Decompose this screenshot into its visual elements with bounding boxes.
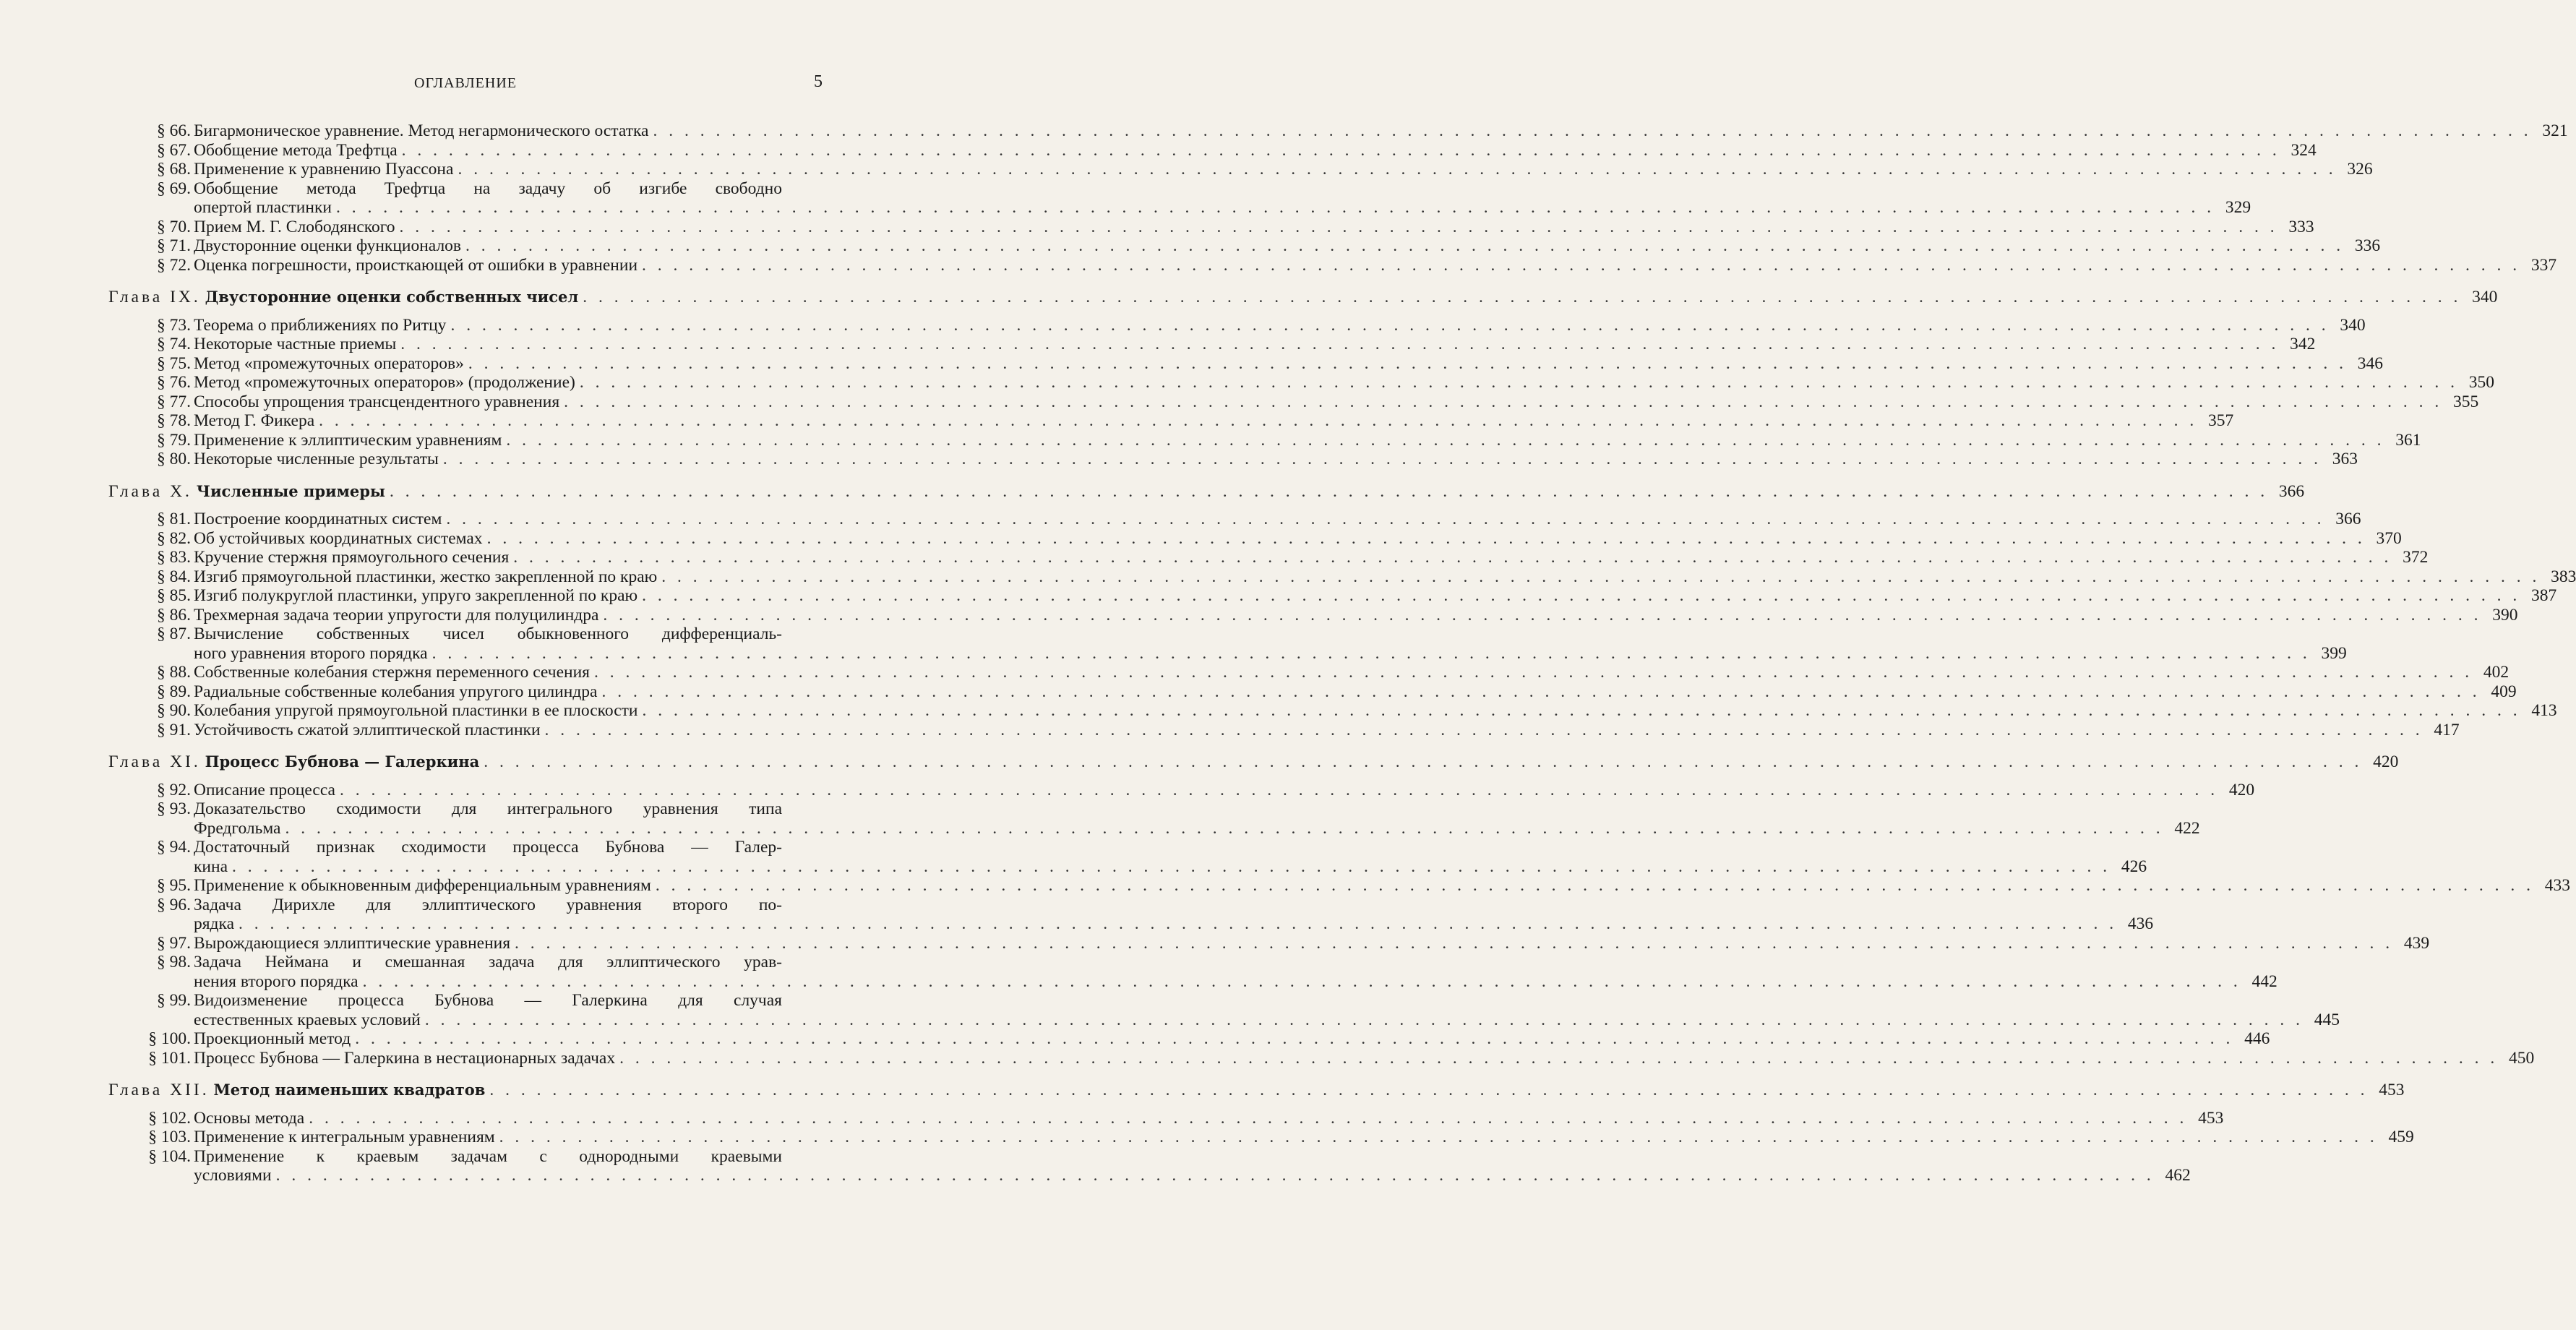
- dot-leader: . . . . . . . . . . . . . . . . . . . . . . . . . . . . . . . . . . . . . . . . . . . . . . . . . . . . . . . . . . . . . . . . . . . . . . . . . . . . . . . . . . . . . . . . . . . . . . . . . . . . . . . . . . . . . . . . . . . . . . . .: [486, 528, 2366, 548]
- dot-leader: . . . . . . . . . . . . . . . . . . . . . . . . . . . . . . . . . . . . . . . . . . . . . . . . . . . . . . . . . . . . . . . . . . . . . . . . . . . . . . . . . . . . . . . . . . . . . . . . . . . . . . . . . . . . . . . . . . . . . . . .: [642, 255, 2521, 275]
- section-title: Построение координатных систем: [194, 510, 442, 528]
- section-title: Применение к эллиптическим уравнениям: [194, 430, 502, 450]
- section-number: § 76.: [157, 373, 191, 392]
- section-title: Применение к интегральным уравнениям: [194, 1128, 495, 1146]
- section-title: Прием М. Г. Слободянского: [194, 217, 395, 236]
- toc-section: [108, 315, 2366, 335]
- running-title: ОГЛАВЛЕНИЕ: [414, 75, 517, 91]
- section-title: Кручение стержня прямоугольного сечения: [194, 548, 510, 567]
- section-title: Теорема о приближениях по Ритцу: [194, 315, 447, 335]
- section-title: естественных краевых условий: [194, 1010, 421, 1029]
- toc-section: [108, 353, 2383, 374]
- section-number: § 80.: [157, 450, 191, 468]
- chapter-title: Двусторонние оценки собственных чисел: [205, 288, 579, 306]
- section-number: § 104.: [148, 1146, 191, 1166]
- section-title-last-line: [194, 720, 2460, 740]
- section-number: § 86.: [157, 605, 191, 625]
- section-title-last-line: [194, 586, 2557, 606]
- dot-leader: . . . . . . . . . . . . . . . . . . . . . . . . . . . . . . . . . . . . . . . . . . . . . . . . . . . . . . . . . . . . . . . . . . . . . . . . . . . . . . . . . . . . . . . . . . . . . . . . . . . . . . . . . . . . . . . . . . . . . . . .: [513, 548, 2392, 567]
- section-title-last-line: [194, 528, 2402, 549]
- section-title: Радиальные собственные колебания упругого цилиндра: [194, 682, 598, 701]
- toc-page-number: 340: [2340, 315, 2366, 335]
- section-number: § 96.: [157, 895, 191, 914]
- section-number: § 78.: [157, 411, 191, 430]
- section-title: Метод Г. Фикера: [194, 411, 315, 430]
- dot-leader: . . . . . . . . . . . . . . . . . . . . . . . . . . . . . . . . . . . . . . . . . . . . . . . . . . . . . . . . . . . . . . . . . . . . . . . . . . . . . . . . . . . . . . . . . . . . . . . . . . . . . . . . . . . . . . . . . . . . . . . .: [239, 914, 2118, 933]
- section-number: § 73.: [157, 315, 191, 335]
- section-title: нения второго порядка: [194, 971, 359, 991]
- dot-leader: . . . . . . . . . . . . . . . . . . . . . . . . . . . . . . . . . . . . . . . . . . . . . . . . . . . . . . . . . . . . . . . . . . . . . . . . . . . . . . . . . . . . . . . . . . . . . . . . . . . . . . . . . . . . . . . . . . . . . . . .: [642, 586, 2521, 605]
- section-title: Применение к обыкновенным дифференциальным уравнениям: [194, 876, 651, 895]
- section-title: Фредгольма: [194, 818, 281, 838]
- section-title: Метод «промежуточных операторов» (продолжение): [194, 373, 575, 392]
- section-title: Способы упрощения трансцендентного уравнения: [194, 392, 560, 411]
- toc-section: [108, 838, 2147, 876]
- toc-page-number: 399: [2321, 643, 2347, 663]
- section-title-line: Вычисление собственных чисел обыкновенного дифференциаль-: [194, 625, 782, 643]
- section-title: Оценка погрешности, происткающей от ошибки в уравнении: [194, 255, 638, 275]
- toc-page-number: 462: [2165, 1166, 2191, 1185]
- section-number: § 99.: [157, 991, 191, 1010]
- section-title-last-line: [194, 1029, 2270, 1049]
- toc-section: [108, 392, 2479, 412]
- toc-page-number: 342: [2290, 335, 2316, 353]
- section-number: § 67.: [157, 140, 191, 160]
- dot-leader: . . . . . . . . . . . . . . . . . . . . . . . . . . . . . . . . . . . . . . . . . . . . . . . . . . . . . . . . . . . . . . . . . . . . . . . . . . . . . . . . . . . . . . . . . . . . . . . . . . . . . . . . . . . . . . . . . . . . . . . .: [484, 752, 2363, 771]
- toc-chapter-line: [108, 752, 2399, 772]
- toc-section: [108, 335, 2316, 354]
- toc-page-number: 321: [2542, 121, 2568, 140]
- dot-leader: . . . . . . . . . . . . . . . . . . . . . . . . . . . . . . . . . . . . . . . . . . . . . . . . . . . . . . . . . . . . . . . . . . . . . . . . . . . . . . . . . . . . . . . . . . . . . . . . . . . . . . . . . . . . . . . . . . . . . . . .: [593, 663, 2473, 682]
- section-title-last-line: [194, 682, 2517, 702]
- toc-page-number: 453: [2198, 1108, 2224, 1128]
- toc-page-number: 370: [2376, 528, 2402, 548]
- toc-section: [108, 625, 2347, 663]
- section-number: § 81.: [157, 510, 191, 528]
- toc-page-number: 366: [2278, 481, 2305, 501]
- toc-page-number: 402: [2483, 663, 2510, 682]
- section-title: Описание процесса: [194, 780, 335, 799]
- section-title: Бигармоническое уравнение. Метод негармонического остатка: [194, 121, 649, 140]
- section-number: § 74.: [157, 335, 191, 353]
- section-title-last-line: [194, 567, 2576, 587]
- toc-page-number: 333: [2288, 217, 2314, 236]
- toc-page-number: 387: [2530, 586, 2557, 605]
- toc-page-number: 445: [2314, 1010, 2340, 1029]
- dot-leader: . . . . . . . . . . . . . . . . . . . . . . . . . . . . . . . . . . . . . . . . . . . . . . . . . . . . . . . . . . . . . . . . . . . . . . . . . . . . . . . . . . . . . . . . . . . . . . . . . . . . . . . . . . . . . . . . . . . . . . . .: [401, 140, 2280, 160]
- section-title: Основы метода: [194, 1108, 305, 1128]
- section-title: Двусторонние оценки функционалов: [194, 236, 462, 255]
- dot-leader: . . . . . . . . . . . . . . . . . . . . . . . . . . . . . . . . . . . . . . . . . . . . . . . . . . . . . . . . . . . . . . . . . . . . . . . . . . . . . . . . . . . . . . . . . . . . . . . . . . . . . . . . . . . . . . . . . . . . . . . .: [579, 373, 2458, 392]
- section-title-last-line: [194, 198, 2251, 218]
- dot-leader: . . . . . . . . . . . . . . . . . . . . . . . . . . . . . . . . . . . . . . . . . . . . . . . . . . . . . . . . . . . . . . . . . . . . . . . . . . . . . . . . . . . . . . . . . . . . . . . . . . . . . . . . . . . . . . . . . . . . . . . .: [446, 510, 2325, 528]
- section-title-last-line: [194, 971, 2277, 992]
- section-number: § 95.: [157, 876, 191, 895]
- section-title-line: Видоизменение процесса Бубнова — Галеркина для случая: [194, 991, 782, 1010]
- section-number: § 75.: [157, 353, 191, 373]
- section-title: Изгиб полукруглой пластинки, упруго закрепленной по краю: [194, 586, 638, 605]
- toc-page-number: 442: [2251, 971, 2277, 991]
- section-title-last-line: [194, 780, 2255, 800]
- toc-page-number: 390: [2492, 605, 2518, 625]
- section-number: § 70.: [157, 217, 191, 236]
- toc-page-number: 361: [2395, 430, 2421, 450]
- dot-leader: . . . . . . . . . . . . . . . . . . . . . . . . . . . . . . . . . . . . . . . . . . . . . . . . . . . . . . . . . . . . . . . . . . . . . . . . . . . . . . . . . . . . . . . . . . . . . . . . . . . . . . . . . . . . . . . . . . . . . . . .: [424, 1010, 2304, 1029]
- toc-section: [108, 121, 2568, 141]
- toc-section: [108, 682, 2517, 702]
- toc-section: [108, 1108, 2224, 1128]
- toc-page-number: 363: [2332, 450, 2358, 468]
- section-number: § 84.: [157, 567, 191, 586]
- section-title: Об устойчивых координатных системах: [194, 528, 483, 548]
- section-title-last-line: [194, 392, 2479, 412]
- toc-page-number: 346: [2357, 353, 2383, 373]
- section-title-last-line: [194, 1128, 2414, 1147]
- section-number: § 103.: [148, 1128, 191, 1146]
- dot-leader: . . . . . . . . . . . . . . . . . . . . . . . . . . . . . . . . . . . . . . . . . . . . . . . . . . . . . . . . . . . . . . . . . . . . . . . . . . . . . . . . . . . . . . . . . . . . . . . . . . . . . . . . . . . . . . . . . . . . . . . .: [450, 315, 2330, 335]
- section-number: § 71.: [157, 236, 191, 255]
- toc-section: [108, 373, 2494, 392]
- toc-page-number: 340: [2472, 288, 2498, 306]
- dot-leader: . . . . . . . . . . . . . . . . . . . . . . . . . . . . . . . . . . . . . . . . . . . . . . . . . . . . . . . . . . . . . . . . . . . . . . . . . . . . . . . . . . . . . . . . . . . . . . . . . . . . . . . . . . . . . . . . . . . . . . . .: [355, 1029, 2234, 1048]
- toc-page-number: 413: [2531, 701, 2557, 720]
- dot-leader: . . . . . . . . . . . . . . . . . . . . . . . . . . . . . . . . . . . . . . . . . . . . . . . . . . . . . . . . . . . . . . . . . . . . . . . . . . . . . . . . . . . . . . . . . . . . . . . . . . . . . . . . . . . . . . . . . . . . . . . .: [335, 198, 2215, 217]
- toc-section: [108, 217, 2314, 237]
- section-title: ного уравнения второго порядка: [194, 643, 428, 663]
- section-title-last-line: [194, 450, 2358, 469]
- toc-section: [108, 140, 2317, 160]
- toc-chapter: [108, 752, 2399, 772]
- toc-page-number: 337: [2530, 255, 2557, 275]
- section-number: § 79.: [157, 430, 191, 450]
- section-title: Устойчивость сжатой эллиптической пластинки: [194, 720, 541, 739]
- toc-section: [108, 179, 2251, 218]
- dot-leader: . . . . . . . . . . . . . . . . . . . . . . . . . . . . . . . . . . . . . . . . . . . . . . . . . . . . . . . . . . . . . . . . . . . . . . . . . . . . . . . . . . . . . . . . . . . . . . . . . . . . . . . . . . . . . . . . . . . . . . . .: [400, 335, 2280, 353]
- toc-chapter-line: [108, 288, 2498, 307]
- section-title-last-line: [194, 663, 2510, 682]
- section-title: Колебания упругой прямоугольной пластинки в ее плоскости: [194, 701, 638, 720]
- dot-leader: . . . . . . . . . . . . . . . . . . . . . . . . . . . . . . . . . . . . . . . . . . . . . . . . . . . . . . . . . . . . . . . . . . . . . . . . . . . . . . . . . . . . . . . . . . . . . . . . . . . . . . . . . . . . . . . . . . . . . . . .: [661, 567, 2541, 586]
- toc-page-number: 426: [2121, 857, 2147, 876]
- section-title-line: Обобщение метода Трефтца на задачу об изгибе свободно: [194, 179, 782, 198]
- dot-leader: . . . . . . . . . . . . . . . . . . . . . . . . . . . . . . . . . . . . . . . . . . . . . . . . . . . . . . . . . . . . . . . . . . . . . . . . . . . . . . . . . . . . . . . . . . . . . . . . . . . . . . . . . . . . . . . . . . . . . . . .: [442, 450, 2322, 468]
- section-title-last-line: [194, 1048, 2535, 1068]
- dot-leader: . . . . . . . . . . . . . . . . . . . . . . . . . . . . . . . . . . . . . . . . . . . . . . . . . . . . . . . . . . . . . . . . . . . . . . . . . . . . . . . . . . . . . . . . . . . . . . . . . . . . . . . . . . . . . . . . . . . . . . . .: [319, 411, 2198, 430]
- section-title: Применение к уравнению Пуассона: [194, 160, 454, 179]
- section-number: § 100.: [148, 1029, 191, 1048]
- toc-section: [108, 780, 2255, 800]
- toc-page-number: 439: [2403, 933, 2430, 953]
- section-title-last-line: [194, 315, 2366, 335]
- dot-leader: . . . . . . . . . . . . . . . . . . . . . . . . . . . . . . . . . . . . . . . . . . . . . . . . . . . . . . . . . . . . . . . . . . . . . . . . . . . . . . . . . . . . . . . . . . . . . . . . . . . . . . . . . . . . . . . . . . . . . . . .: [655, 876, 2535, 895]
- toc-page-number: 372: [2403, 548, 2429, 567]
- dot-leader: . . . . . . . . . . . . . . . . . . . . . . . . . . . . . . . . . . . . . . . . . . . . . . . . . . . . . . . . . . . . . . . . . . . . . . . . . . . . . . . . . . . . . . . . . . . . . . . . . . . . . . . . . . . . . . . . . . . . . . . .: [362, 971, 2241, 991]
- section-number: § 92.: [157, 780, 191, 799]
- section-number: § 97.: [157, 933, 191, 953]
- section-number: § 69.: [157, 179, 191, 198]
- section-number: § 93.: [157, 799, 191, 818]
- section-number: § 68.: [157, 160, 191, 179]
- dot-leader: . . . . . . . . . . . . . . . . . . . . . . . . . . . . . . . . . . . . . . . . . . . . . . . . . . . . . . . . . . . . . . . . . . . . . . . . . . . . . . . . . . . . . . . . . . . . . . . . . . . . . . . . . . . . . . . . . . . . . . . .: [399, 217, 2278, 236]
- section-title-last-line: [194, 121, 2568, 141]
- section-title: кина: [194, 857, 228, 876]
- toc-section: [108, 567, 2576, 587]
- dot-leader: . . . . . . . . . . . . . . . . . . . . . . . . . . . . . . . . . . . . . . . . . . . . . . . . . . . . . . . . . . . . . . . . . . . . . . . . . . . . . . . . . . . . . . . . . . . . . . . . . . . . . . . . . . . . . . . . . . . . . . . .: [564, 392, 2443, 411]
- section-title: условиями: [194, 1166, 272, 1185]
- page-number: 5: [814, 72, 823, 91]
- toc-page-number: 422: [2174, 818, 2200, 838]
- section-title-last-line: [194, 430, 2421, 450]
- section-title: Проекционный метод: [194, 1029, 351, 1048]
- section-number: § 88.: [157, 663, 191, 682]
- chapter-label: Глава IX.: [108, 288, 201, 306]
- toc-chapter-text: [108, 482, 385, 502]
- section-number: § 91.: [157, 720, 191, 739]
- section-title-last-line: [194, 914, 2154, 934]
- toc-section: [108, 701, 2557, 721]
- dot-leader: . . . . . . . . . . . . . . . . . . . . . . . . . . . . . . . . . . . . . . . . . . . . . . . . . . . . . . . . . . . . . . . . . . . . . . . . . . . . . . . . . . . . . . . . . . . . . . . . . . . . . . . . . . . . . . . . . . . . . . . .: [339, 780, 2219, 799]
- dot-leader: . . . . . . . . . . . . . . . . . . . . . . . . . . . . . . . . . . . . . . . . . . . . . . . . . . . . . . . . . . . . . . . . . . . . . . . . . . . . . . . . . . . . . . . . . . . . . . . . . . . . . . . . . . . . . . . . . . . . . . . .: [458, 160, 2337, 179]
- section-title-last-line: [194, 818, 2200, 838]
- section-title-line: Задача Дирихле для эллиптического уравнения второго по-: [194, 895, 782, 914]
- section-title-last-line: [194, 1108, 2224, 1128]
- toc-chapter-line: [108, 481, 2305, 502]
- toc-section: [108, 236, 2381, 256]
- section-title-last-line: [194, 411, 2234, 431]
- dot-leader: . . . . . . . . . . . . . . . . . . . . . . . . . . . . . . . . . . . . . . . . . . . . . . . . . . . . . . . . . . . . . . . . . . . . . . . . . . . . . . . . . . . . . . . . . . . . . . . . . . . . . . . . . . . . . . . . . . . . . . . .: [275, 1166, 2155, 1185]
- section-number: § 72.: [157, 255, 191, 275]
- section-title-last-line: [194, 353, 2383, 374]
- toc-section: [108, 430, 2421, 450]
- section-title: Некоторые численные результаты: [194, 450, 439, 468]
- toc-chapter: [108, 288, 2498, 307]
- section-number: § 83.: [157, 548, 191, 567]
- chapter-title: Метод наименьших квадратов: [213, 1081, 486, 1099]
- section-title: опертой пластинки: [194, 198, 332, 217]
- dot-leader: . . . . . . . . . . . . . . . . . . . . . . . . . . . . . . . . . . . . . . . . . . . . . . . . . . . . . . . . . . . . . . . . . . . . . . . . . . . . . . . . . . . . . . . . . . . . . . . . . . . . . . . . . . . . . . . . . . . . . . . .: [499, 1128, 2378, 1146]
- section-number: § 98.: [157, 953, 191, 971]
- dot-leader: . . . . . . . . . . . . . . . . . . . . . . . . . . . . . . . . . . . . . . . . . . . . . . . . . . . . . . . . . . . . . . . . . . . . . . . . . . . . . . . . . . . . . . . . . . . . . . . . . . . . . . . . . . . . . . . . . . . . . . . .: [309, 1108, 2188, 1128]
- toc-page-number: 450: [2508, 1048, 2535, 1068]
- section-number: § 66.: [157, 121, 191, 140]
- section-number: § 82.: [157, 528, 191, 548]
- toc-page-number: 420: [2228, 780, 2255, 799]
- toc-section: [108, 1128, 2414, 1147]
- toc-chapter: [108, 481, 2305, 502]
- section-title-last-line: [194, 140, 2317, 160]
- toc-section: [108, 895, 2154, 934]
- toc-page-number: 326: [2347, 160, 2373, 179]
- section-title-last-line: [194, 933, 2430, 953]
- toc-page-number: 350: [2468, 373, 2494, 392]
- toc-chapter-text: [108, 288, 578, 307]
- toc-chapter: [108, 1081, 2405, 1100]
- table-of-contents: [108, 121, 2576, 1185]
- section-title-last-line: [194, 857, 2147, 877]
- dot-leader: . . . . . . . . . . . . . . . . . . . . . . . . . . . . . . . . . . . . . . . . . . . . . . . . . . . . . . . . . . . . . . . . . . . . . . . . . . . . . . . . . . . . . . . . . . . . . . . . . . . . . . . . . . . . . . . . . . . . . . . .: [489, 1081, 2369, 1099]
- toc-chapter-line: [108, 1081, 2405, 1100]
- toc-page-number: 329: [2225, 198, 2251, 217]
- section-title-last-line: [194, 701, 2557, 721]
- toc-section: [108, 1146, 2191, 1185]
- section-title: Обобщение метода Трефтца: [194, 140, 398, 160]
- section-title: рядка: [194, 914, 235, 933]
- section-title-last-line: [194, 1166, 2191, 1185]
- toc-section: [108, 255, 2557, 275]
- dot-leader: . . . . . . . . . . . . . . . . . . . . . . . . . . . . . . . . . . . . . . . . . . . . . . . . . . . . . . . . . . . . . . . . . . . . . . . . . . . . . . . . . . . . . . . . . . . . . . . . . . . . . . . . . . . . . . . . . . . . . . . .: [583, 288, 2462, 306]
- dot-leader: . . . . . . . . . . . . . . . . . . . . . . . . . . . . . . . . . . . . . . . . . . . . . . . . . . . . . . . . . . . . . . . . . . . . . . . . . . . . . . . . . . . . . . . . . . . . . . . . . . . . . . . . . . . . . . . . . . . . . . . .: [642, 701, 2521, 720]
- section-number: § 90.: [157, 701, 191, 720]
- dot-leader: . . . . . . . . . . . . . . . . . . . . . . . . . . . . . . . . . . . . . . . . . . . . . . . . . . . . . . . . . . . . . . . . . . . . . . . . . . . . . . . . . . . . . . . . . . . . . . . . . . . . . . . . . . . . . . . . . . . . . . . .: [603, 605, 2482, 625]
- toc-section: [108, 548, 2429, 567]
- toc-section: [108, 586, 2557, 606]
- section-title-last-line: [194, 548, 2429, 567]
- toc-page-number: 433: [2544, 876, 2571, 895]
- toc-chapter-text: [108, 752, 479, 772]
- toc-section: [108, 1048, 2535, 1068]
- section-number: § 94.: [157, 838, 191, 857]
- section-title-last-line: [194, 510, 2361, 529]
- section-title-last-line: [194, 643, 2347, 664]
- toc-section: [108, 876, 2571, 896]
- dot-leader: . . . . . . . . . . . . . . . . . . . . . . . . . . . . . . . . . . . . . . . . . . . . . . . . . . . . . . . . . . . . . . . . . . . . . . . . . . . . . . . . . . . . . . . . . . . . . . . . . . . . . . . . . . . . . . . . . . . . . . . .: [285, 818, 2164, 838]
- dot-leader: . . . . . . . . . . . . . . . . . . . . . . . . . . . . . . . . . . . . . . . . . . . . . . . . . . . . . . . . . . . . . . . . . . . . . . . . . . . . . . . . . . . . . . . . . . . . . . . . . . . . . . . . . . . . . . . . . . . . . . . .: [601, 682, 2481, 701]
- section-title-last-line: [194, 236, 2381, 256]
- dot-leader: . . . . . . . . . . . . . . . . . . . . . . . . . . . . . . . . . . . . . . . . . . . . . . . . . . . . . . . . . . . . . . . . . . . . . . . . . . . . . . . . . . . . . . . . . . . . . . . . . . . . . . . . . . . . . . . . . . . . . . . .: [544, 720, 2423, 739]
- dot-leader: . . . . . . . . . . . . . . . . . . . . . . . . . . . . . . . . . . . . . . . . . . . . . . . . . . . . . . . . . . . . . . . . . . . . . . . . . . . . . . . . . . . . . . . . . . . . . . . . . . . . . . . . . . . . . . . . . . . . . . . .: [432, 643, 2311, 663]
- section-title: Метод «промежуточных операторов»: [194, 353, 464, 373]
- section-title-last-line: [194, 255, 2557, 275]
- section-title-last-line: [194, 876, 2571, 896]
- section-title-line: Доказательство сходимости для интегрального уравнения типа: [194, 799, 782, 818]
- toc-page-number: 357: [2208, 411, 2234, 430]
- section-title-line: Достаточный признак сходимости процесса Бубнова — Галер-: [194, 838, 782, 857]
- toc-page-number: 336: [2354, 236, 2381, 255]
- page-header: [108, 72, 823, 97]
- section-title: Изгиб прямоугольной пластинки, жестко закрепленной по краю: [194, 567, 658, 586]
- section-title-line: Применение к краевым задачам с однородными краевыми: [194, 1146, 782, 1166]
- toc-page-number: 459: [2388, 1128, 2414, 1146]
- dot-leader: . . . . . . . . . . . . . . . . . . . . . . . . . . . . . . . . . . . . . . . . . . . . . . . . . . . . . . . . . . . . . . . . . . . . . . . . . . . . . . . . . . . . . . . . . . . . . . . . . . . . . . . . . . . . . . . . . . . . . . . .: [653, 121, 2532, 140]
- section-title: Процесс Бубнова — Галеркина в нестационарных задачах: [194, 1048, 616, 1068]
- chapter-label: Глава XI.: [108, 752, 201, 771]
- toc-section: [108, 663, 2510, 682]
- section-title: Некоторые частные приемы: [194, 335, 397, 353]
- toc-section: [108, 799, 2200, 838]
- toc-section: [108, 160, 2373, 179]
- toc-page-number: 324: [2291, 140, 2317, 160]
- toc-section: [108, 605, 2518, 625]
- toc-section: [108, 933, 2430, 953]
- section-title-line: Задача Неймана и смешанная задача для эллиптического урав-: [194, 953, 782, 971]
- section-title-last-line: [194, 1010, 2340, 1030]
- chapter-label: Глава X.: [108, 481, 192, 501]
- dot-leader: . . . . . . . . . . . . . . . . . . . . . . . . . . . . . . . . . . . . . . . . . . . . . . . . . . . . . . . . . . . . . . . . . . . . . . . . . . . . . . . . . . . . . . . . . . . . . . . . . . . . . . . . . . . . . . . . . . . . . . . .: [232, 857, 2111, 876]
- toc-page-number: 446: [2244, 1029, 2270, 1048]
- toc-page-number: 366: [2335, 510, 2361, 528]
- toc-section: [108, 991, 2340, 1029]
- dot-leader: . . . . . . . . . . . . . . . . . . . . . . . . . . . . . . . . . . . . . . . . . . . . . . . . . . . . . . . . . . . . . . . . . . . . . . . . . . . . . . . . . . . . . . . . . . . . . . . . . . . . . . . . . . . . . . . . . . . . . . . .: [619, 1048, 2499, 1068]
- section-number: § 101.: [148, 1048, 191, 1068]
- section-title: Собственные колебания стержня переменного сечения: [194, 663, 590, 682]
- chapter-title: Процесс Бубнова — Галеркина: [205, 752, 480, 771]
- section-number: § 87.: [157, 625, 191, 643]
- section-number: § 89.: [157, 682, 191, 701]
- chapter-title: Численные примеры: [196, 481, 385, 500]
- toc-page-number: 383: [2551, 567, 2576, 586]
- section-title-last-line: [194, 217, 2314, 237]
- toc-section: [108, 1029, 2270, 1049]
- toc-section: [108, 450, 2358, 469]
- toc-section: [108, 528, 2402, 549]
- section-title: Трехмерная задача теории упругости для полуцилиндра: [194, 605, 599, 625]
- section-title-last-line: [194, 160, 2373, 179]
- toc-page-number: 420: [2373, 752, 2399, 771]
- toc-section: [108, 720, 2460, 740]
- toc-page-number: 409: [2491, 682, 2517, 701]
- section-number: § 102.: [148, 1108, 191, 1128]
- toc-page-number: 453: [2379, 1081, 2405, 1099]
- dot-leader: . . . . . . . . . . . . . . . . . . . . . . . . . . . . . . . . . . . . . . . . . . . . . . . . . . . . . . . . . . . . . . . . . . . . . . . . . . . . . . . . . . . . . . . . . . . . . . . . . . . . . . . . . . . . . . . . . . . . . . . .: [506, 430, 2385, 450]
- section-number: § 85.: [157, 586, 191, 605]
- toc-page-number: 417: [2434, 720, 2460, 739]
- section-title: Вырождающиеся эллиптические уравнения: [194, 933, 511, 953]
- section-number: § 77.: [157, 392, 191, 411]
- dot-leader: . . . . . . . . . . . . . . . . . . . . . . . . . . . . . . . . . . . . . . . . . . . . . . . . . . . . . . . . . . . . . . . . . . . . . . . . . . . . . . . . . . . . . . . . . . . . . . . . . . . . . . . . . . . . . . . . . . . . . . . .: [389, 481, 2269, 501]
- toc-page-number: 436: [2127, 914, 2154, 933]
- toc-page-number: 355: [2453, 392, 2479, 411]
- toc-section: [108, 953, 2277, 991]
- toc-section: [108, 411, 2234, 431]
- toc-chapter-text: [108, 1081, 485, 1100]
- dot-leader: . . . . . . . . . . . . . . . . . . . . . . . . . . . . . . . . . . . . . . . . . . . . . . . . . . . . . . . . . . . . . . . . . . . . . . . . . . . . . . . . . . . . . . . . . . . . . . . . . . . . . . . . . . . . . . . . . . . . . . . .: [465, 236, 2345, 255]
- toc-section: [108, 510, 2361, 529]
- section-title-last-line: [194, 335, 2316, 354]
- dot-leader: . . . . . . . . . . . . . . . . . . . . . . . . . . . . . . . . . . . . . . . . . . . . . . . . . . . . . . . . . . . . . . . . . . . . . . . . . . . . . . . . . . . . . . . . . . . . . . . . . . . . . . . . . . . . . . . . . . . . . . . .: [468, 353, 2347, 373]
- section-title-last-line: [194, 373, 2494, 392]
- chapter-label: Глава XII.: [108, 1081, 210, 1099]
- section-title-last-line: [194, 605, 2518, 625]
- dot-leader: . . . . . . . . . . . . . . . . . . . . . . . . . . . . . . . . . . . . . . . . . . . . . . . . . . . . . . . . . . . . . . . . . . . . . . . . . . . . . . . . . . . . . . . . . . . . . . . . . . . . . . . . . . . . . . . . . . . . . . . .: [515, 933, 2394, 953]
